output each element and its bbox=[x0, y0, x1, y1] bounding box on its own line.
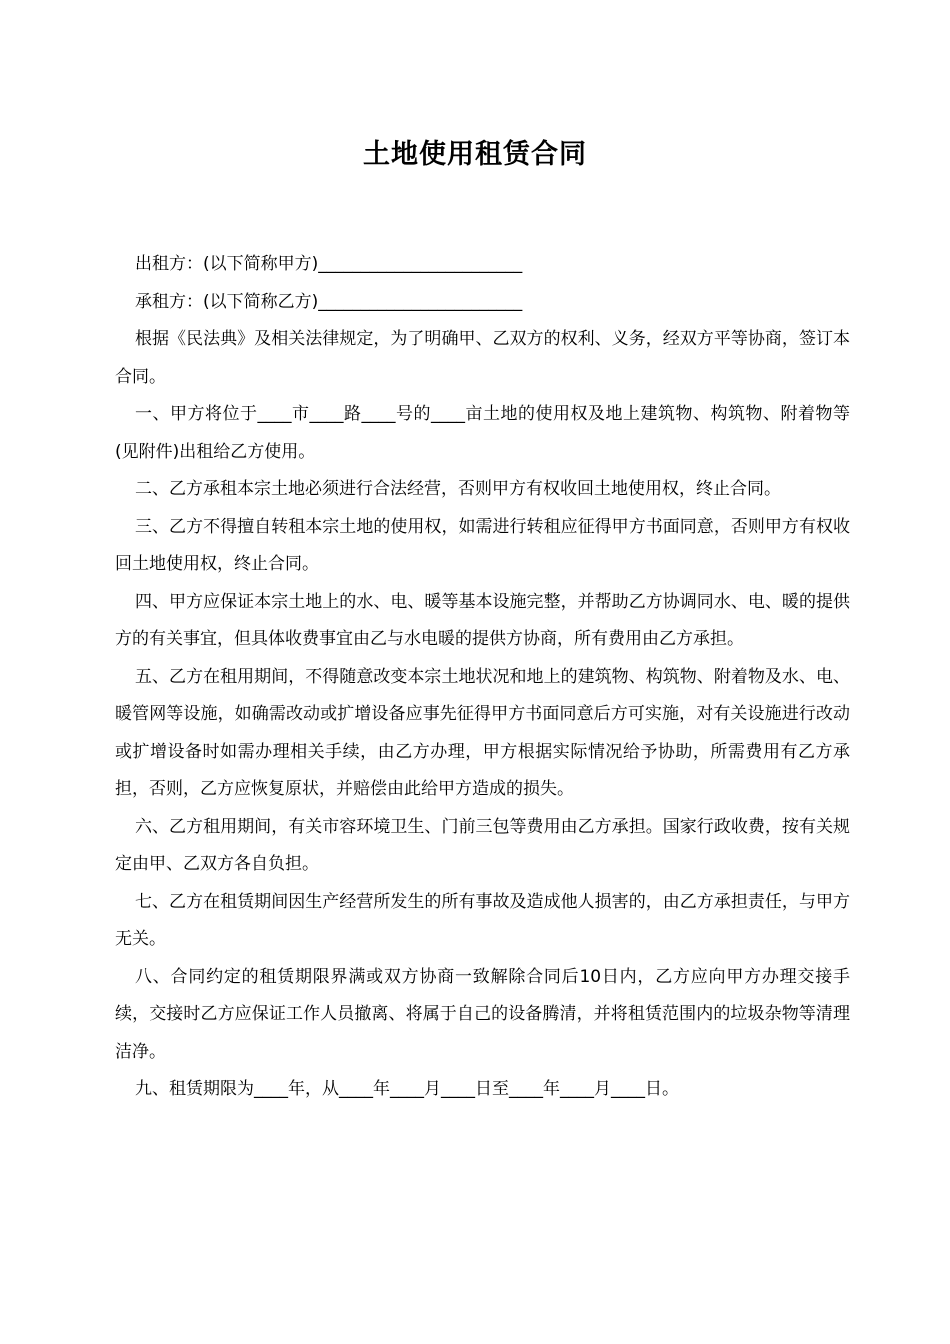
clause-9: 九、租赁期限为____年，从____年____月____日至____年____月____日。 bbox=[135, 1079, 679, 1099]
party-lessee-line: 承租方：(以下简称乙方)________________________ bbox=[135, 291, 523, 312]
clause-5: 五、乙方在租用期间，不得随意改变本宗土地状况和地上的建筑物、构筑物、附着物及水、电、暖管网等设施，如确需改动或扩增设备应事先征得甲方书面同意后方可实施，对有关设施进行改动或扩增设备时如需办理相关手续，由乙方办理，甲方根据实际情况给予协助，所需费用有乙方承担，否则，乙方应恢复原状，并赔偿由此给甲方造成的损失。 bbox=[115, 666, 850, 799]
clause-8: 八、合同约定的租赁期限界满或双方协商一致解除合同后10日内，乙方应向甲方办理交接手续，交接时乙方应保证工作人员撤离、将属于自己的设备腾清，并将租赁范围内的垃圾杂物等清理洁净。 bbox=[115, 966, 850, 1062]
clause-6: 六、乙方租用期间，有关市容环境卫生、门前三包等费用由乙方承担。国家行政收费，按有关规定由甲、乙双方各自负担。 bbox=[115, 816, 850, 874]
document-body bbox=[115, 246, 850, 1109]
preamble-paragraph: 根据《民法典》及相关法律规定，为了明确甲、乙双方的权利、义务，经双方平等协商，签订本合同。 bbox=[115, 329, 850, 387]
document-title: 土地使用租赁合同 bbox=[363, 139, 587, 170]
clause-7: 七、乙方在租赁期间因生产经营所发生的所有事故及造成他人损害的，由乙方承担责任，与甲方无关。 bbox=[115, 891, 850, 949]
clause-4: 四、甲方应保证本宗土地上的水、电、暖等基本设施完整，并帮助乙方协调同水、电、暖的提供方的有关事宜，但具体收费事宜由乙与水电暖的提供方协商，所有费用由乙方承担。 bbox=[115, 591, 850, 649]
clause-2: 二、乙方承租本宗土地必须进行合法经营，否则甲方有权收回土地使用权，终止合同。 bbox=[135, 479, 781, 499]
party-lessor-line: 出租方：(以下简称甲方)________________________ bbox=[135, 254, 523, 274]
clause-3: 三、乙方不得擅自转租本宗土地的使用权，如需进行转租应征得甲方书面同意，否则甲方有权收回土地使用权，终止合同。 bbox=[115, 516, 850, 574]
clause-1: 一、甲方将位于____市____路____号的____亩土地的使用权及地上建筑物、构筑物、附着物等(见附件)出租给乙方使用。 bbox=[115, 404, 850, 462]
